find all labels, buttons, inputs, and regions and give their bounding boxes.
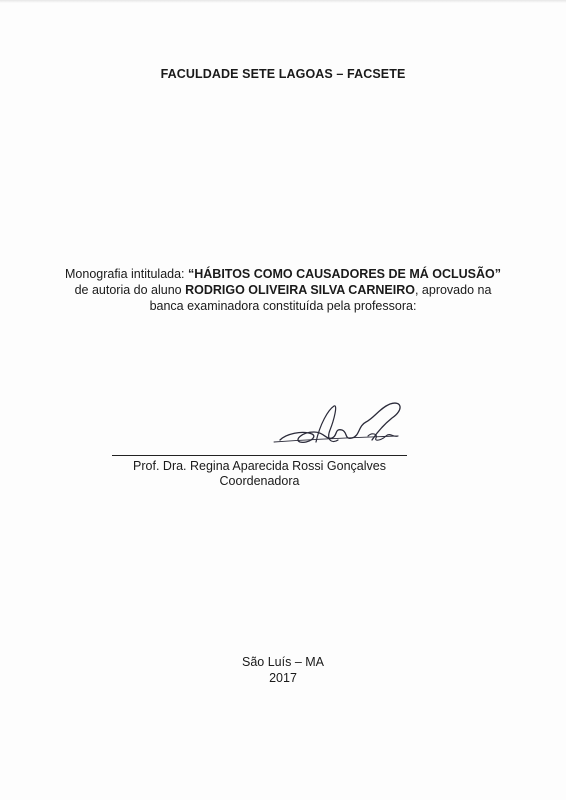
year: 2017: [269, 671, 297, 685]
approval-mid: de autoria do aluno: [74, 283, 186, 297]
signature-line: [112, 455, 407, 456]
signer-block: [112, 459, 407, 489]
signer-name: Prof. Dra. Regina Aparecida Rossi Gonçalves: [133, 459, 386, 473]
approval-suffix: , aprovado na banca examinadora constituída pela professora:: [149, 283, 492, 313]
institution-name: FACULDADE SETE LAGOAS – FACSETE: [160, 67, 406, 81]
footer: [0, 654, 566, 686]
monograph-title: “HÁBITOS COMO CAUSADORES DE MÁ OCLUSÃO”: [188, 267, 501, 281]
page-edge: [0, 0, 566, 3]
handwritten-signature: [272, 396, 412, 454]
approval-statement: [60, 266, 506, 314]
city-state: São Luís – MA: [242, 655, 324, 669]
signer-role: Coordenadora: [219, 474, 300, 488]
approval-prefix: Monografia intitulada:: [65, 267, 188, 281]
author-name: RODRIGO OLIVEIRA SILVA CARNEIRO: [185, 283, 415, 297]
